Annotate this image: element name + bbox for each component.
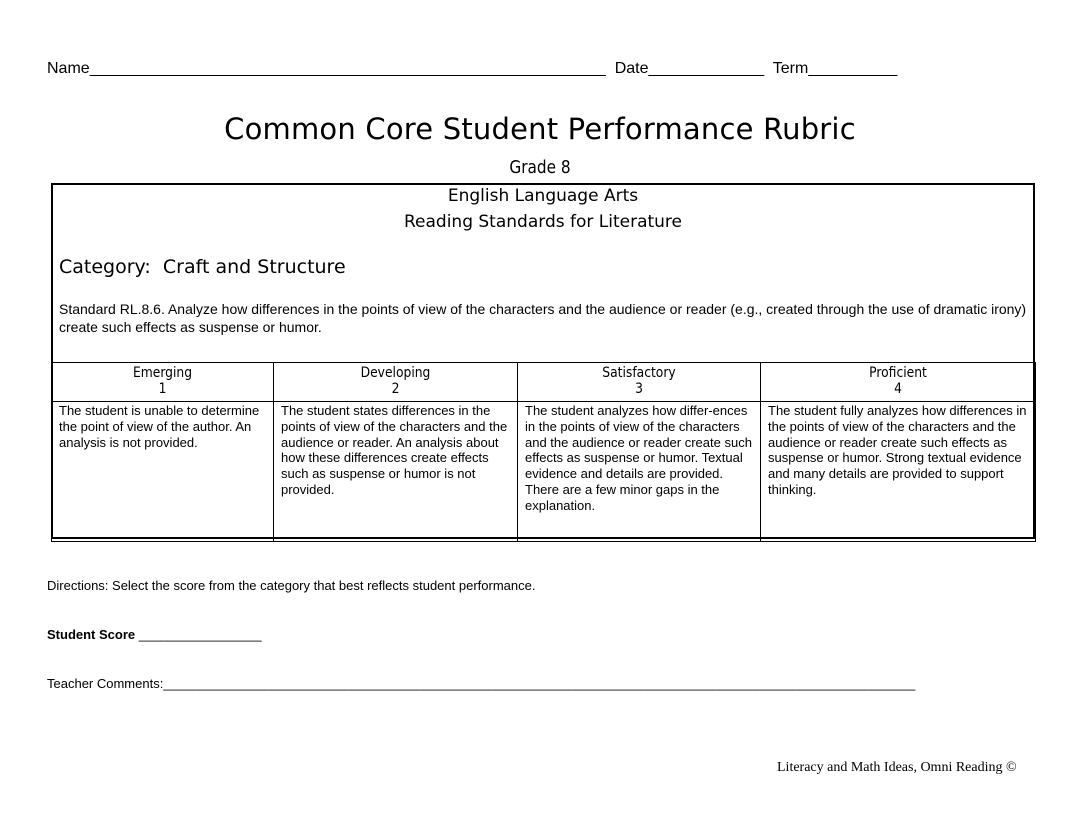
name-field[interactable]: __________________________________________________________ (89, 60, 606, 77)
rubric-table (51, 362, 1036, 542)
level-score: 4 (894, 381, 902, 397)
directions-text: Directions: Select the score from the category that best reflects student performance. (47, 578, 536, 593)
level-score: 3 (635, 381, 643, 397)
level-header-developing (274, 363, 518, 402)
category-label: Category: (59, 256, 151, 278)
grade-label: Grade 8 (509, 157, 571, 178)
level-header-emerging (52, 363, 274, 402)
level-description-satisfactory: The student analyzes how differ-ences in the points of view of the characters and the audience or reader create such effects as suspense or humor. Textual evidence and details are provided. There are a few minor gaps in the explanation. (518, 402, 761, 542)
teacher-comments (47, 676, 915, 691)
level-name: Satisfactory (602, 365, 676, 381)
level-header-proficient (761, 363, 1036, 402)
term-label: Term (772, 60, 809, 77)
level-score: 2 (391, 381, 400, 397)
student-score (47, 627, 262, 642)
header-fields (47, 60, 1047, 78)
student-score-field[interactable]: _________________ (138, 627, 262, 642)
date-label: Date (614, 60, 649, 77)
student-score-label: Student Score (47, 627, 136, 642)
page-title: Common Core Student Performance Rubric (224, 112, 856, 146)
footer-credit: Literacy and Math Ideas, Omni Reading © (777, 760, 1017, 775)
teacher-comments-field[interactable]: ________________________________________________________________________________________________________ (163, 676, 916, 691)
standard-text: Standard RL.8.6. Analyze how differences in the points of view of the characters and the audience or reader (e.g., created through the use of dramatic irony) create such effects as suspense or humor. (59, 301, 1027, 335)
name-label: Name (47, 60, 90, 77)
level-name: Emerging (132, 365, 193, 381)
level-score: 1 (158, 381, 167, 397)
term-field[interactable]: __________ (808, 60, 898, 77)
level-name: Developing (360, 365, 431, 381)
rubric-header-row (52, 363, 1036, 402)
level-description-developing: The student states differences in the points of view of the characters and the audience or reader. An analysis about how these differences create effects such as suspense or humor is not provided. (274, 402, 518, 542)
date-field[interactable]: _____________ (648, 60, 765, 77)
rubric-description-row (52, 402, 1036, 542)
subject-heading: English Language Arts (447, 186, 639, 206)
strand-heading: Reading Standards for Literature (403, 212, 683, 232)
level-description-proficient: The student fully analyzes how differences in the points of view of the characters and the audience or reader create such effects as suspense or humor. Strong textual evidence and many details are provided to support thinking. (761, 402, 1036, 542)
level-name: Proficient (869, 365, 927, 381)
category-heading (59, 256, 346, 278)
level-description-emerging: The student is unable to determine the point of view of the author. An analysis is not provided. (52, 402, 274, 542)
teacher-comments-label: Teacher Comments: (47, 676, 164, 691)
category-value: Craft and Structure (162, 256, 346, 278)
level-header-satisfactory (518, 363, 761, 402)
